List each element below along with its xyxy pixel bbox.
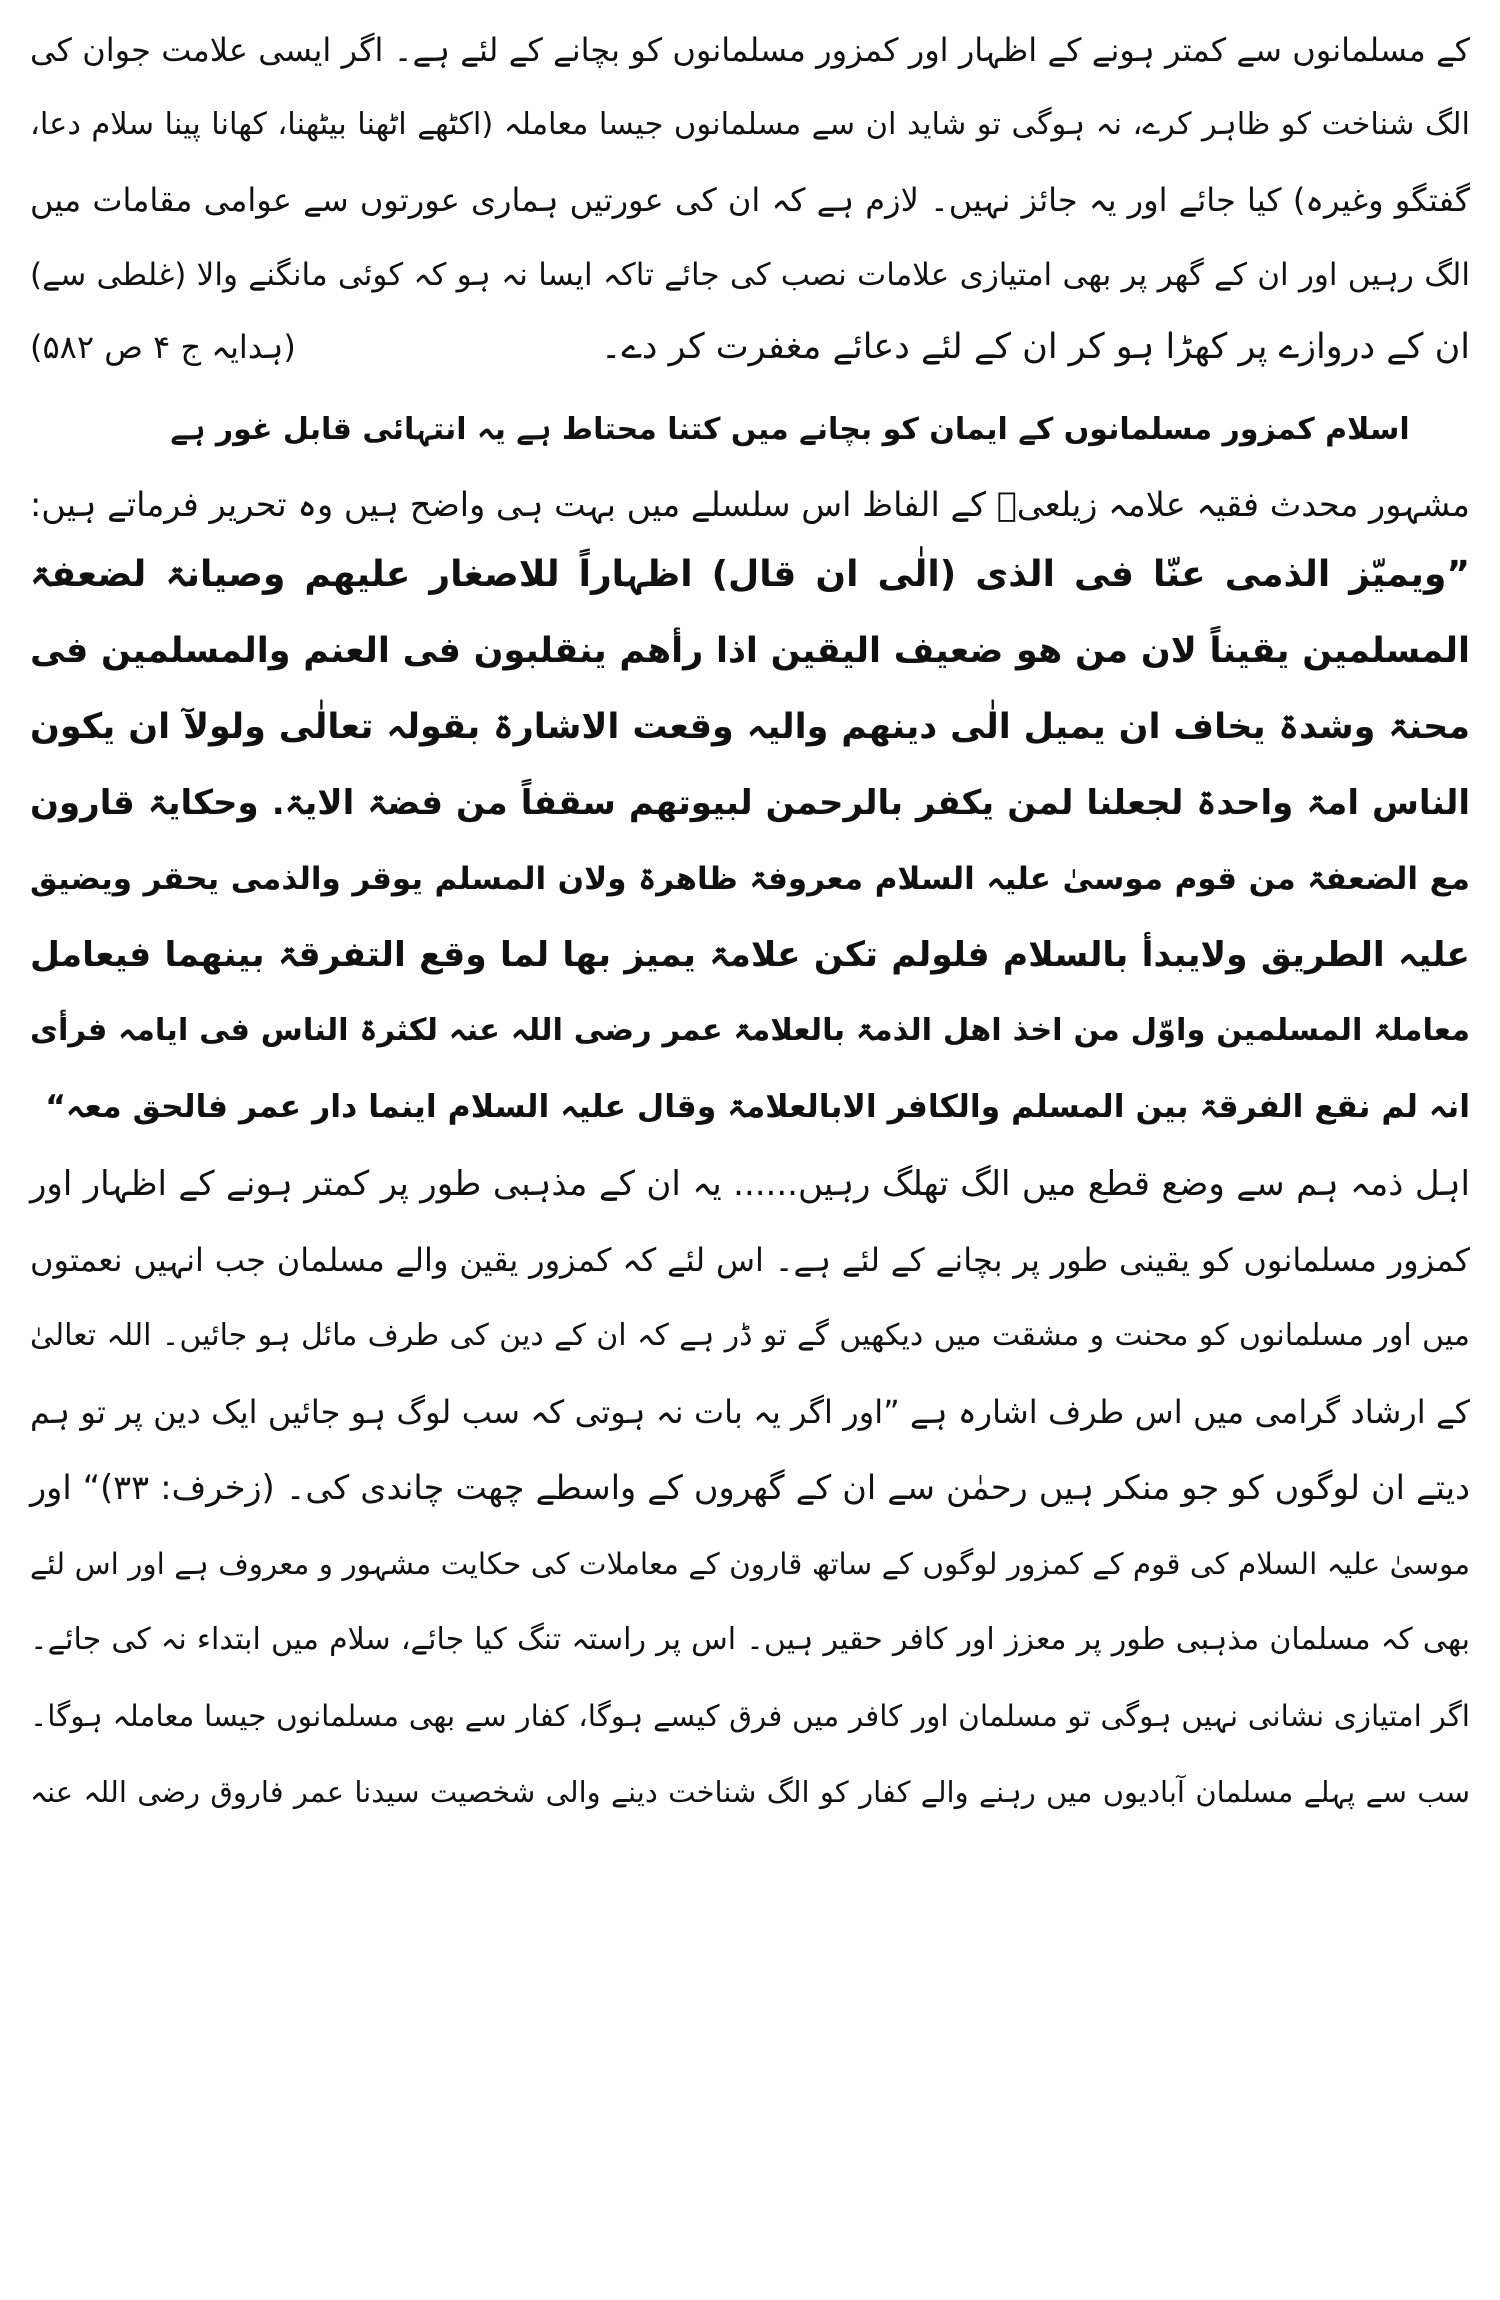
arabic-quote-line-8: انہ لم نقع الفرقۃ بین المسلم والکافر الابالعلامۃ وقال علیہ السلام اینما دار عمر فالحق معہ“ xyxy=(45,1089,1470,1125)
hidaya-reference: (ہدایہ ج ۴ ص ۵۸۲) xyxy=(30,328,296,366)
body-line-4: الگ رہیں اور ان کے گھر پر بھی امتیازی علامات نصب کی جائے تاکہ ایسا نہ ہو کہ کوئی مانگنے والا (غلطی سے) xyxy=(30,257,1470,293)
body-line-14: سب سے پہلے مسلمان آبادیوں میں رہنے والے کفار کو الگ شناخت دینے والی شخصیت سیدنا عمر فاروق رضی اللہ عنہ xyxy=(30,1775,1470,1809)
arabic-quote-line-2: المسلمین یقیناً لان من ھو ضعیف الیقین اذا رأھم ینقلبون فی العنم والمسلمین فی xyxy=(30,631,1470,671)
document-page xyxy=(30,12,1470,2288)
arabic-quote-line-7: معاملۃ المسلمین واوّل من اخذ اھل الذمۃ بالعلامۃ عمر رضی اللہ عنہ لکثرۃ الناس فی ایامہ فرأی xyxy=(30,1013,1470,1048)
body-line-6: اہل ذمہ ہم سے وضع قطع میں الگ تھلگ رہیں...... یہ ان کے مذہبی طور پر کمتر ہونے کے اظہار اور xyxy=(30,1164,1470,1204)
body-line-7: کمزور مسلمانوں کو یقینی طور پر بچانے کے لئے ہے۔ اس لئے کہ کمزور یقین والے مسلمان جب انہیں نعمتوں xyxy=(30,1241,1470,1279)
intro-line: مشہور محدث فقیہ علامہ زیلعیؒ کے الفاظ اس سلسلے میں بہت ہی واضح ہیں وہ تحریر فرماتے ہیں: xyxy=(30,485,1470,524)
body-line-11: موسیٰ علیہ السلام کی قوم کے کمزور لوگوں کے ساتھ قارون کے معاملات کی حکایت مشہور و معروف ہے اور اس لئے xyxy=(30,1547,1470,1581)
body-line-2: الگ شناخت کو ظاہر کرے، نہ ہوگی تو شاید ان سے مسلمانوں جیسا معاملہ (اکٹھے اٹھنا بیٹھنا، کھانا پینا سلام دعا، xyxy=(30,107,1470,142)
body-line-13: اگر امتیازی نشانی نہیں ہوگی تو مسلمان اور کافر میں فرق کیسے ہوگا، کفار سے بھی مسلمانوں جیسا معاملہ ہوگا۔ xyxy=(30,1699,1470,1733)
section-heading: اسلام کمزور مسلمانوں کے ایمان کو بچانے میں کتنا محتاط ہے یہ انتہائی قابل غور ہے xyxy=(170,412,1410,447)
body-line-12: بھی کہ مسلمان مذہبی طور پر معزز اور کافر حقیر ہیں۔ اس پر راستہ تنگ کیا جائے، سلام میں ابتداء نہ کی جائے۔ xyxy=(30,1622,1470,1657)
arabic-quote-line-3: محنۃ وشدۃ یخاف ان یمیل الٰی دینھم والیہ وقعت الاشارۃ بقولہ تعالٰی ولولآ ان یکون xyxy=(30,707,1470,747)
body-line-9: کے ارشاد گرامی میں اس طرف اشارہ ہے ”اور اگر یہ بات نہ ہوتی کہ سب لوگ ہو جائیں ایک دین پر تو ہم xyxy=(30,1393,1470,1431)
body-line-1: کے مسلمانوں سے کمتر ہونے کے اظہار اور کمزور مسلمانوں کو بچانے کے لئے ہے۔ اگر ایسی علامت جوان کی xyxy=(30,31,1470,69)
body-line-5: ان کے دروازے پر کھڑا ہو کر ان کے لئے دعائے مغفرت کر دے۔ xyxy=(600,327,1470,367)
body-line-10: دیتے ان لوگوں کو جو منکر ہیں رحمٰن سے ان کے گھروں کے واسطے چھت چاندی کی۔ (زخرف: ۳۳)“ اور xyxy=(30,1468,1470,1507)
arabic-quote-line-6: علیہ الطریق ولایبدأ بالسلام فلولم تکن علامۃ یمیز بھا لما وقع التفرقۃ بینھما فیعامل xyxy=(30,935,1470,975)
arabic-quote-line-5: مع الضعفۃ من قوم موسیٰ علیہ السلام معروفۃ ظاھرۃ ولان المسلم یوقر والذمی یحقر ویضیق xyxy=(30,861,1470,897)
arabic-quote-line-1: ”ویمیّز الذمی عنّا فی الذی (الٰی ان قال) اظہاراً للاصغار علیھم وصیانۃ لضعفۃ xyxy=(30,554,1470,595)
body-line-3: گفتگو وغیرہ) کیا جائے اور یہ جائز نہیں۔ لازم ہے کہ ان کی عورتیں ہماری عورتوں سے عوامی مقامات میں xyxy=(30,181,1470,219)
body-line-8: میں اور مسلمانوں کو محنت و مشقت میں دیکھیں گے تو ڈر ہے کہ ان کے دین کی طرف مائل ہو جائیں۔ اللہ تعالیٰ xyxy=(30,1318,1470,1353)
arabic-quote-line-4: الناس امۃ واحدۃ لجعلنا لمن یکفر بالرحمن لبیوتھم سقفاً من فضۃ الایۃ. وحکایۃ قارون xyxy=(30,783,1470,823)
